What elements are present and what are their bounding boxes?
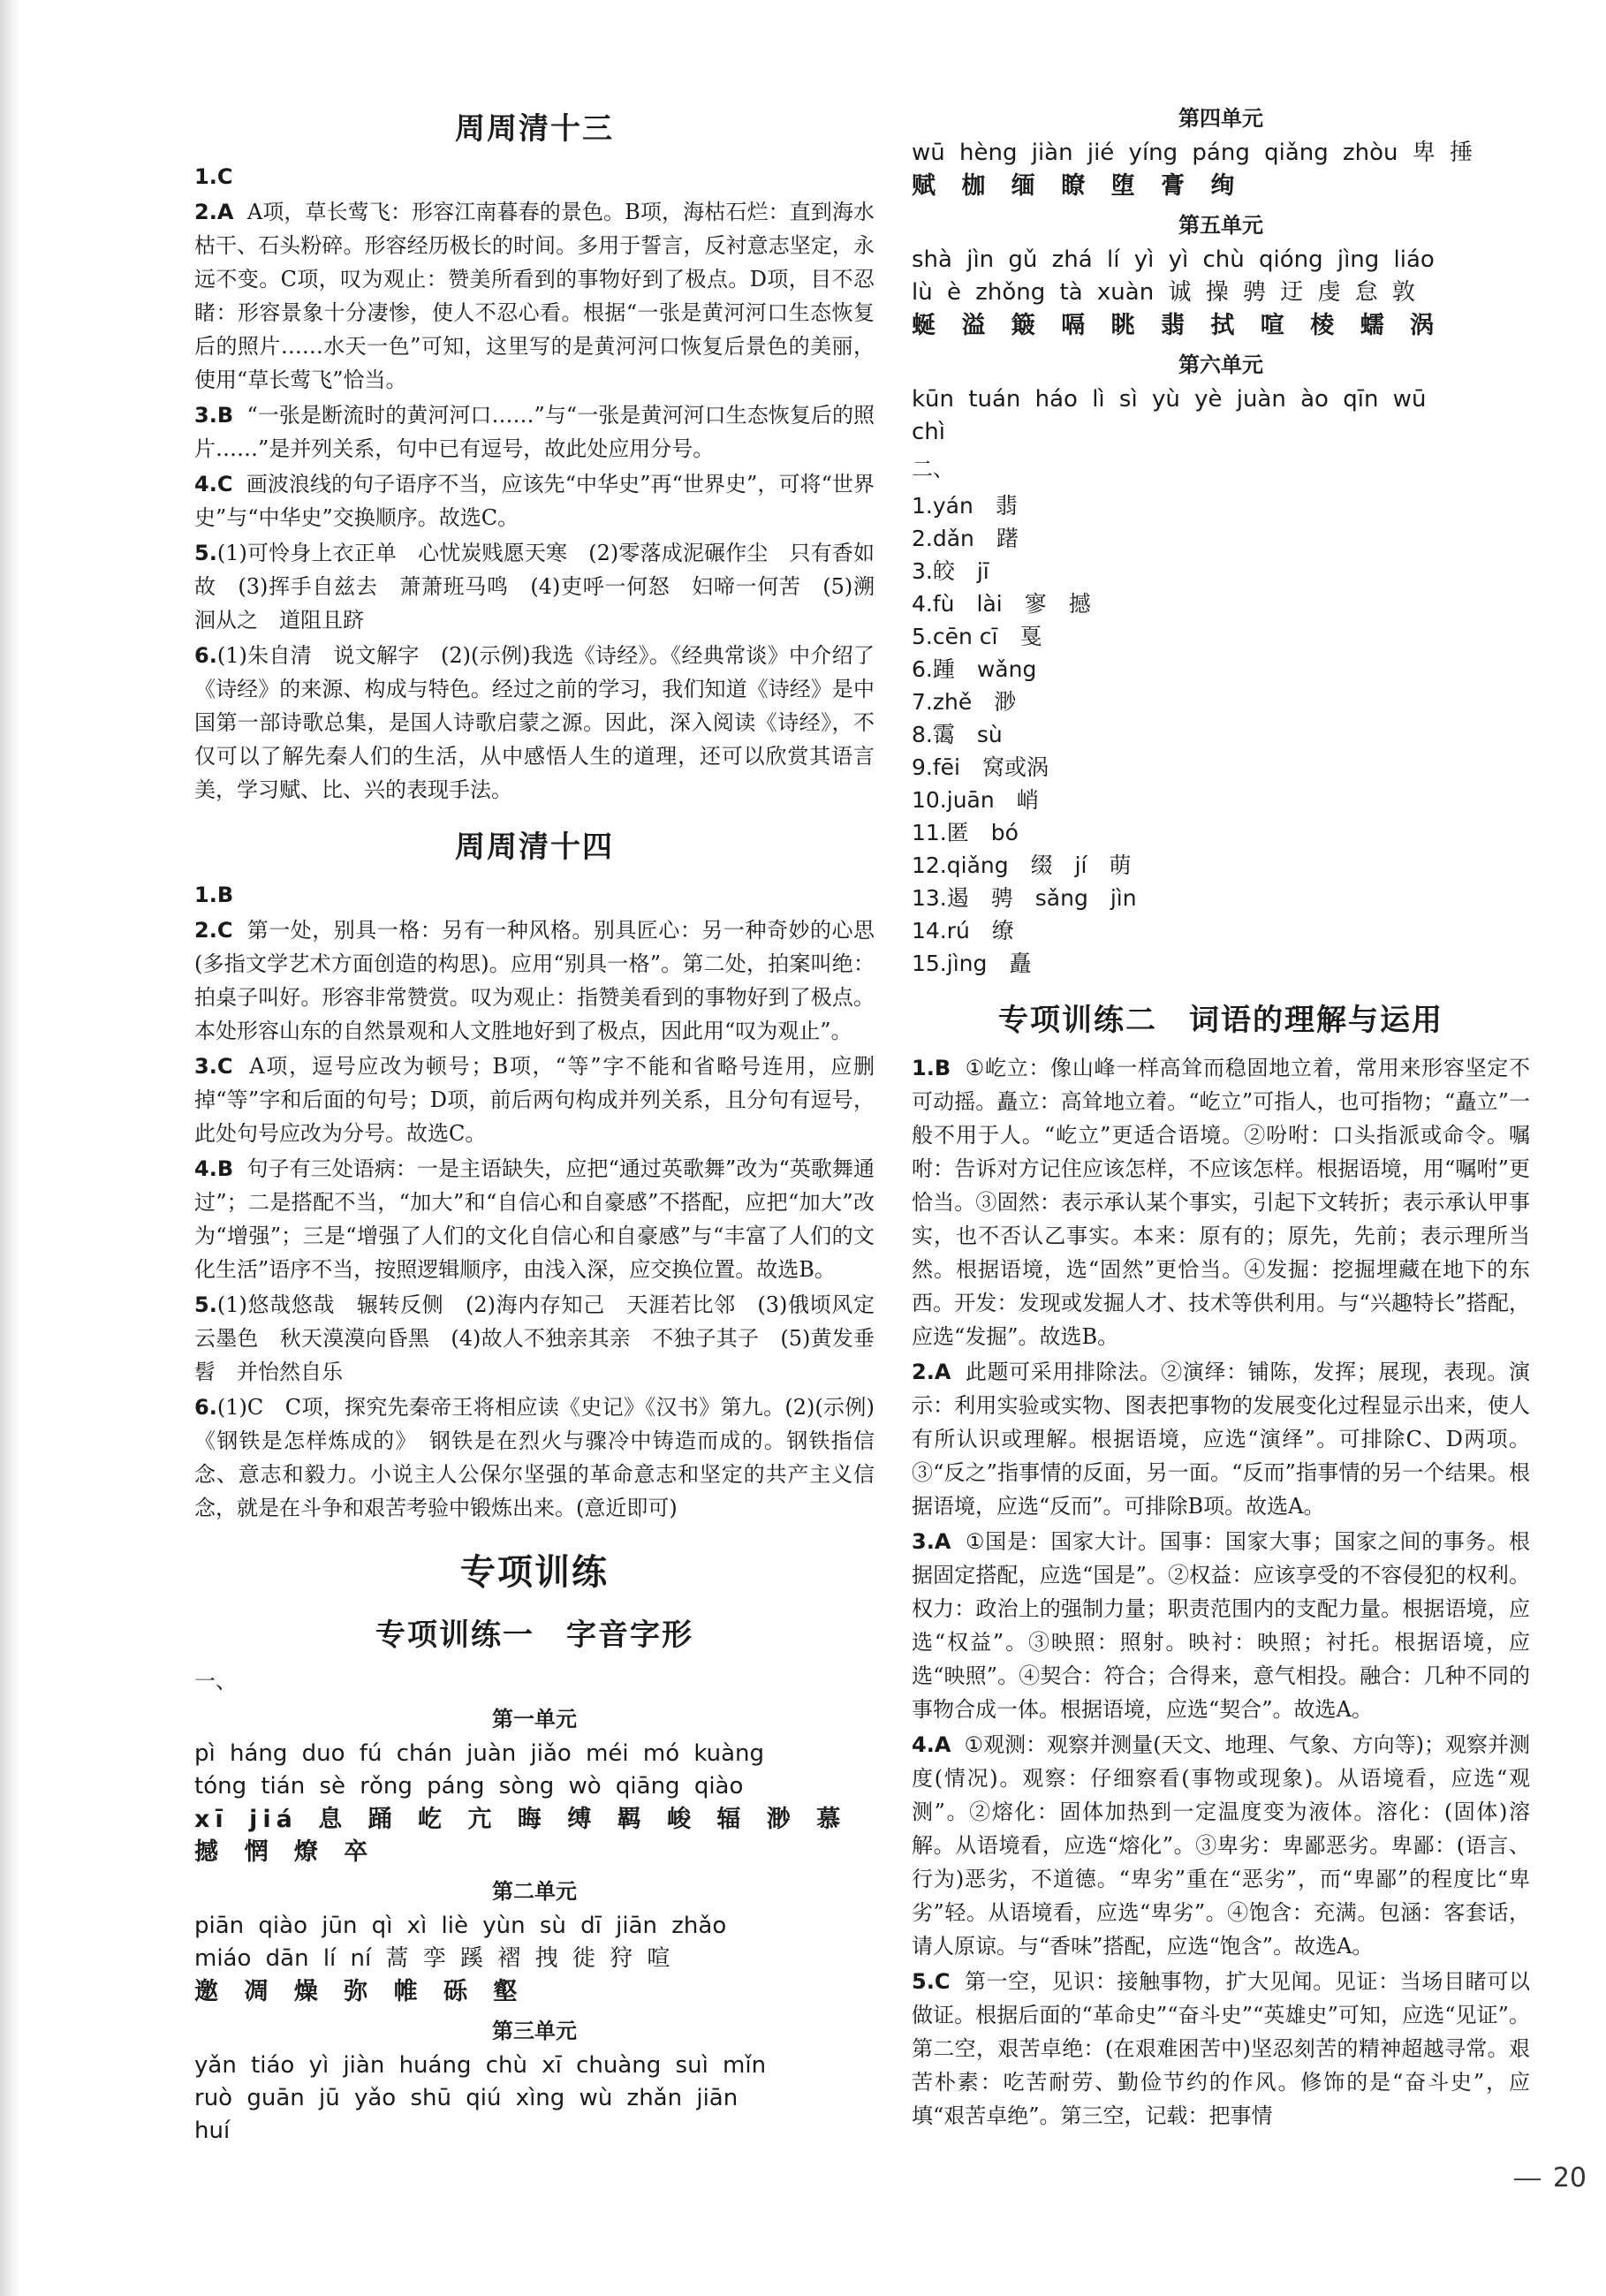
item-text: ①屹立：像山峰一样高耸而稳固地立着，常用来形容坚定不可动摇。矗立：高耸地立着。“屹立”可指人，也可指物；“矗立”一般不用于人。“屹立”更适合语境。②吩咐：口头指派或命令。嘱咐：告诉对方记住应该怎样，不应该怎样。根据语境，用“嘱咐”更恰当。③固然：表示承认某个事实，引起下文转折；表示承认甲事实，也不否认乙事实。本来：原有的；原先，先前；表示理所当然。根据语境，选“固然”更恰当。④发掘：挖掘埋藏在地下的东西。开发：发现或发掘人才、技术等供利用。与“兴趣特长”搭配，应选“发掘”。故选B。 (912, 1056, 1531, 1349)
list-item: 4.fù lài 寥 撼 (912, 591, 1091, 617)
answer-item (912, 1525, 1530, 1726)
list-item: 12.qiǎng 缀 jí 萌 (912, 852, 1132, 878)
list-item: 15.jìng 矗 (912, 951, 1032, 976)
answer-item (194, 1288, 875, 1389)
pinyin-row: 赋 枷 缅 瞭 堕 膏 绚 (912, 172, 1240, 200)
section-title-special2: 专项训练二 词语的理解与运用 (998, 1003, 1443, 1038)
pinyin-row: 撼 惘 燎 卒 (194, 1838, 374, 1866)
unit-title: 第二单元 (492, 1879, 577, 1904)
item-number: 1.B (194, 883, 234, 907)
section-subtitle-special1: 专项训练一 字音字形 (375, 1618, 693, 1653)
item-text: 句子有三处语病：一是主语缺失，应把“通过英歌舞”改为“英歌舞通过”；二是搭配不当，“加大”和“自信心和自豪感”不搭配，应把“加大”改为“增强”；三是“增强了人们的文化自信心和自豪感”与“丰富了人们的文化生活”语序不当，按照逻辑顺序，由浅入深，应交换位置。故选B。 (194, 1156, 875, 1282)
list-item: 11.匿 bó (912, 820, 1019, 845)
item-number: 6. (194, 643, 217, 668)
item-number: 6. (194, 1395, 217, 1420)
unit-title: 第三单元 (492, 2019, 577, 2043)
special2-items (912, 1051, 1530, 2133)
item-number: 2.A (194, 200, 234, 224)
left-column (194, 88, 875, 2148)
section-title-special: 专项训练 (460, 1552, 609, 1593)
answer-item (194, 1049, 875, 1150)
part-two-mark: 二、 (912, 457, 954, 481)
item-number: 1.C (194, 164, 233, 189)
unit-title: 第四单元 (1178, 106, 1263, 131)
pinyin-row: miáo dān lí ní 蒿 孪 蹊 褶 拽 徙 狩 喧 (194, 1945, 670, 1972)
answer-item (194, 195, 875, 397)
pinyin-row: chì (912, 419, 945, 445)
answer-item (912, 1728, 1530, 1963)
section-title-zzq14: 周周清十四 (455, 830, 614, 865)
item-number: 3.A (912, 1529, 951, 1554)
item-number: 1.B (912, 1056, 951, 1080)
answer-list (912, 489, 1530, 980)
pinyin-row: yǎn tiáo yì jiàn huáng chù xī chuàng suì mǐn (194, 2052, 767, 2079)
pinyin-row: pì háng duo fú chán juàn jiǎo méi mó kuàng (194, 1740, 765, 1767)
pinyin-row: xī jiá 息 踊 屹 亢 晦 缚 羁 峻 辐 渺 慕 (194, 1806, 846, 1833)
answer-item (912, 1355, 1530, 1523)
item-text: (1)悠哉悠哉 辗转反侧 (2)海内存知己 天涯若比邻 (3)俄顷风定云墨色 秋天漠漠向昏黑 (4)故人不独亲其亲 不独子其子 (5)黄发垂髫 并怡然自乐 (194, 1292, 875, 1384)
item-number: 3.C (194, 1054, 233, 1079)
item-text: A项，草长莺飞：形容江南暮春的景色。B项，海枯石烂：直到海水枯干、石头粉碎。形容经历极长的时间。多用于誓言，反衬意志坚定，永远不变。C项，叹为观止：赞美所看到的事物好到了极点。D项，目不忍睹：形容景象十分凄惨，使人不忍心看。根据“一张是黄河河口生态恢复后的照片……水天一色”可知，这里写的是黄河河口恢复后景色的美丽，使用“草长莺飞”恰当。 (194, 200, 875, 392)
list-item: 9.fēi 窝或涡 (912, 754, 1049, 780)
item-text: A项，逗号应改为顿号；B项，“等”字不能和省略号连用，应删掉“等”字和后面的句号；D项，前后两句构成并列关系，且分句有逗号，此处句号应改为分号。故选C。 (194, 1054, 875, 1146)
pinyin-row: kūn tuán háo lì sì yù yè juàn ào qīn wū (912, 386, 1427, 413)
item-number: 4.B (194, 1156, 234, 1181)
item-number: 3.B (194, 403, 234, 428)
pinyin-row: 蜒 溢 簸 嗝 眺 翡 拭 喧 棱 蠕 涡 (912, 312, 1439, 339)
item-text: ①观测：观察并测量(天文、地理、气象、方向等)；观察并测度(情况)。观察：仔细察看(事物或现象)。从语境看，应选“观测”。②熔化：固体加热到一定温度变为液体。溶化：(固体)溶解。从语境看，应选“熔化”。③卑劣：卑鄙恶劣。卑鄙：(语言、行为)恶劣，不道德。“卑劣”重在“恶劣”，而“卑鄙”的程度比“卑劣”轻。从语境看，应选“卑劣”。④饱含：充满。包涵：客套话，请人原谅。与“香味”搭配，应选“饱含”。故选A。 (912, 1732, 1530, 1959)
pinyin-row: wū hèng jiàn jié yíng páng qiǎng zhòu 卑 捶 (912, 140, 1473, 166)
page-number-dash (1514, 2179, 1541, 2180)
answer-item (194, 536, 875, 637)
item-text: 画波浪线的句子语序不当，应该先“中华史”再“世界史”，可将“世界史”与“中华史”交换顺序。故选C。 (194, 472, 875, 530)
item-number: 4.C (194, 472, 233, 496)
item-text: (1)C C项，探究先秦帝王将相应读《史记》《汉书》第九。(2)(示例)《钢铁是怎样炼成的》 钢铁是在烈火与骤冷中铸造而成的。钢铁指信念、意志和毅力。小说主人公保尔坚强的革命意志和坚定的共产主义信念，就是在斗争和艰苦考验中锻炼出来。(意近即可) (194, 1395, 875, 1520)
page-number-text: 20 (1552, 2163, 1587, 2194)
item-number: 5.C (912, 1969, 951, 1994)
unit-title: 第六单元 (1178, 352, 1263, 377)
unit-title: 第一单元 (492, 1707, 577, 1731)
answer-item (194, 398, 875, 466)
answer-item (194, 1152, 875, 1286)
answer-item (194, 160, 875, 193)
list-item: 8.霭 sù (912, 722, 1003, 747)
answer-item (194, 639, 875, 807)
list-item: 5.cēn cī 戛 (912, 624, 1042, 649)
pinyin-row: ruò guān jū yǎo shū qiú xìng wù zhǎn jiān (194, 2085, 739, 2111)
unit-title: 第五单元 (1178, 213, 1263, 238)
list-item: 10.juān 峭 (912, 787, 1039, 813)
pinyin-row: 邀 凋 燥 弥 帷 砾 壑 (194, 1978, 523, 2005)
item-number: 5. (194, 541, 217, 565)
right-column (912, 95, 1530, 2134)
answer-item (912, 1965, 1530, 2133)
answer-item (194, 1390, 875, 1525)
part-one-mark: 一、 (194, 1669, 237, 1694)
pinyin-row: lù è zhǒng tà xuàn 诚 操 骋 迂 虔 怠 敦 (912, 279, 1416, 306)
item-text: ①国是：国家大计。国事：国家大事；国家之间的事务。根据固定搭配，应选“国是”。②权益：应该享受的不容侵犯的权利。权力：政治上的强制力量；职责范围内的支配力量。根据语境，应选“权益”。③映照：照射。映衬：映照；衬托。根据语境，应选“映照”。④契合：符合；合得来，意气相投。融合：几种不同的事物合成一体。根据语境，应选“契合”。故选A。 (912, 1529, 1530, 1722)
list-item: 1.yán 翡 (912, 493, 1018, 519)
list-item: 3.皎 jī (912, 558, 989, 584)
zzq13-items (194, 160, 875, 807)
item-text: (1)可怜身上衣正单 心忧炭贱愿天寒 (2)零落成泥碾作尘 只有香如故 (3)挥手自兹去 萧萧班马鸣 (4)吏呼一何怒 妇啼一何苦 (5)溯洄从之 道阻且跻 (194, 541, 875, 633)
answer-item (912, 1051, 1530, 1353)
pinyin-row: piān qiào jūn qì xì liè yùn sù dī jiān zhǎo (194, 1913, 727, 1939)
item-text: 第一空，见识：接触事物，扩大见闻。见证：当场目睹可以做证。根据后面的“革命史”“奋斗史”“英雄史”可知，应选“见证”。第二空，艰苦卓绝：(在艰难困苦中)坚忍刻苦的精神超越寻常。艰苦朴素：吃苦耐劳、勤俭节约的作风。修饰的是“奋斗史”，应填“艰苦卓绝”。第三空，记载：把事情 (912, 1969, 1530, 2128)
page-number (1514, 2163, 1587, 2194)
answer-item (194, 878, 875, 912)
answer-item (194, 913, 875, 1048)
list-item: 14.rú 缭 (912, 918, 1014, 943)
list-item: 6.踵 wǎng (912, 656, 1037, 682)
pinyin-row: shà jìn gǔ zhá lí yì yì chù qióng jìng liáo (912, 246, 1435, 273)
item-number: 2.C (194, 918, 233, 943)
pinyin-row: tóng tián sè rǒng páng sòng wò qiāng qiào (194, 1773, 744, 1800)
section-title-zzq13: 周周清十三 (455, 111, 614, 147)
pinyin-row: huí (194, 2118, 231, 2144)
item-number: 4.A (912, 1732, 951, 1757)
item-text: “一张是断流时的黄河河口……”与“一张是黄河河口生态恢复后的照片……”是并列关系，句中已有逗号，故此处应用分号。 (194, 403, 875, 461)
binding-shadow (0, 0, 19, 2296)
list-item: 13.遏 骋 sǎng jìn (912, 885, 1137, 911)
item-text: 此题可采用排除法。②演绎：铺陈，发挥；展现，表现。演示：利用实验或实物、图表把事物的发展变化过程显示出来，使人有所认识或理解。根据语境，应选“演绎”。可排除C、D两项。③“反之”指事情的反面，另一面。“反而”指事情的另一个结果。根据语境，应选“反而”。可排除B项。故选A。 (912, 1360, 1530, 1519)
answer-item (194, 467, 875, 534)
item-number: 5. (194, 1292, 217, 1317)
item-number: 2.A (912, 1360, 951, 1384)
list-item: 2.dǎn 躇 (912, 526, 1019, 551)
item-text: 第一处，别具一格：另有一种风格。别具匠心：另一种奇妙的心思(多指文学艺术方面创造的构思)。应用“别具一格”。第二处，拍案叫绝：拍桌子叫好。形容非常赞赏。叹为观止：指赞美看到的事物好到了极点。本处形容山东的自然景观和人文胜地好到了极点，因此用“叹为观止”。 (194, 918, 875, 1043)
list-item: 7.zhě 渺 (912, 689, 1017, 715)
item-text: (1)朱自清 说文解字 (2)(示例)我选《诗经》。《经典常谈》中介绍了《诗经》的来源、构成与特色。经过之前的学习，我们知道《诗经》是中国第一部诗歌总集，是国人诗歌启蒙之源。因此，深入阅读《诗经》，不仅可以了解先秦人们的生活，从中感悟人生的道理，还可以欣赏其语言美，学习赋、比、兴的表现手法。 (194, 643, 875, 802)
zzq14-items (194, 878, 875, 1525)
